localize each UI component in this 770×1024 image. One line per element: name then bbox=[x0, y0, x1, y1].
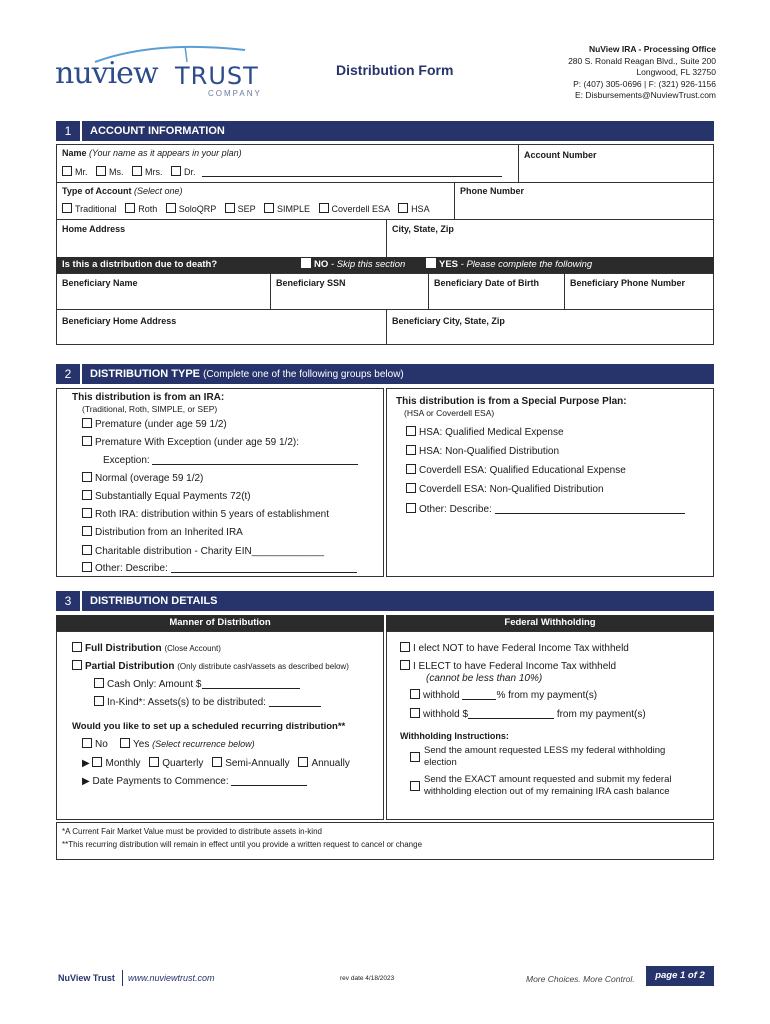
premature-exception-option[interactable]: Premature With Exception (under age 59 1/2): bbox=[82, 436, 299, 448]
hsa-checkbox[interactable] bbox=[398, 203, 408, 213]
beneficiary-phone-label: Beneficiary Phone Number bbox=[570, 278, 686, 288]
instruction-less-option[interactable]: Send the amount requested LESS my federal withholding election bbox=[410, 745, 665, 769]
city-state-zip-label: City, State, Zip bbox=[392, 224, 454, 234]
office-email: E: Disbursements@NuviewTrust.com bbox=[574, 90, 716, 100]
withhold-elect-option[interactable]: I ELECT to have Federal Income Tax withheld bbox=[400, 660, 616, 672]
note-recurring: **This recurring distribution will remain in effect until you provide a written request to cancel or change bbox=[62, 840, 423, 849]
logo-trust: TRUST bbox=[175, 62, 259, 90]
charitable-option[interactable]: Charitable distribution - Charity EIN_____________ bbox=[82, 545, 324, 557]
traditional-checkbox[interactable] bbox=[62, 203, 72, 213]
sep-checkbox[interactable] bbox=[225, 203, 235, 213]
date-commence-field[interactable]: ▶ Date Payments to Commence: bbox=[82, 776, 307, 787]
quarterly-option[interactable]: Quarterly bbox=[149, 758, 203, 769]
coverdell-nonqualified-option[interactable]: Coverdell ESA: Non-Qualified Distribution bbox=[406, 483, 604, 495]
normal-option[interactable]: Normal (overage 59 1/2) bbox=[82, 472, 203, 484]
ira-heading: This distribution is from an IRA: bbox=[72, 392, 225, 403]
office-phone: P: (407) 305-0696 | F: (321) 926-1156 bbox=[573, 78, 716, 89]
withhold-percent-option[interactable]: withhold % from my payment(s) bbox=[410, 689, 597, 701]
arrow-right-icon: ▶ bbox=[82, 776, 90, 787]
inherited-option[interactable]: Distribution from an Inherited IRA bbox=[82, 526, 243, 538]
special-heading: This distribution is from a Special Purpose Plan: bbox=[396, 396, 627, 407]
mr-checkbox[interactable] bbox=[62, 166, 72, 176]
full-distribution-option[interactable]: Full Distribution (Close Account) bbox=[72, 642, 221, 654]
section2-title: DISTRIBUTION TYPE (Complete one of the following groups below) bbox=[82, 364, 714, 384]
office-address1: 280 S. Ronald Reagan Blvd., Suite 200 bbox=[568, 55, 716, 66]
beneficiary-city-label: Beneficiary City, State, Zip bbox=[392, 316, 505, 326]
section2-number: 2 bbox=[56, 364, 80, 384]
manner-heading: Manner of Distribution bbox=[56, 615, 384, 631]
recurring-no-option[interactable]: No bbox=[82, 738, 108, 750]
page-indicator: page 1 of 2 bbox=[646, 966, 714, 986]
recurring-question: Would you like to set up a scheduled recurring distribution** bbox=[72, 721, 346, 732]
annually-option[interactable]: Annually bbox=[298, 758, 349, 769]
ira-other-option[interactable]: Other: Describe: bbox=[82, 562, 357, 574]
simple-checkbox[interactable] bbox=[264, 203, 274, 213]
partial-distribution-option[interactable]: Partial Distribution (Only distribute cash/assets as described below) bbox=[72, 660, 349, 672]
footer-company: NuView Trust bbox=[58, 973, 115, 983]
withhold-not-option[interactable]: I elect NOT to have Federal Income Tax withheld bbox=[400, 642, 629, 654]
hsa-qualified-option[interactable]: HSA: Qualified Medical Expense bbox=[406, 426, 564, 438]
arrow-right-icon: ▶ bbox=[82, 758, 90, 769]
withhold-amount-option[interactable]: withhold $ from my payment(s) bbox=[410, 708, 646, 720]
section1-title: ACCOUNT INFORMATION bbox=[82, 121, 714, 141]
logo-company: COMPANY bbox=[208, 89, 262, 98]
coverdell-checkbox[interactable] bbox=[319, 203, 329, 213]
footer-website[interactable]: www.nuviewtrust.com bbox=[128, 973, 215, 983]
death-question-band bbox=[56, 257, 714, 273]
soloqrp-checkbox[interactable] bbox=[166, 203, 176, 213]
withhold-minimum: (cannot be less than 10%) bbox=[426, 673, 543, 684]
logo-main: nuview bbox=[55, 56, 158, 91]
dr-checkbox[interactable] bbox=[171, 166, 181, 176]
footer-tagline: More Choices. More Control. bbox=[526, 974, 635, 984]
death-no-option[interactable]: NO - Skip this section bbox=[301, 257, 405, 273]
account-number-label: Account Number bbox=[524, 150, 597, 160]
ira-subheading: (Traditional, Roth, SIMPLE, or SEP) bbox=[82, 404, 218, 414]
home-address-label: Home Address bbox=[62, 224, 126, 234]
beneficiary-ssn-label: Beneficiary SSN bbox=[276, 278, 346, 288]
coverdell-qualified-option[interactable]: Coverdell ESA: Qualified Educational Expense bbox=[406, 464, 626, 476]
hsa-nonqualified-option[interactable]: HSA: Non-Qualified Distribution bbox=[406, 445, 559, 457]
section1-number: 1 bbox=[56, 121, 80, 141]
death-question: Is this a distribution due to death? bbox=[62, 259, 218, 270]
footer-rev-date: rev date 4/18/2023 bbox=[340, 975, 395, 982]
instruction-exact-option[interactable]: Send the EXACT amount requested and submit my federal withholding election out of my remaining IRA cash balance bbox=[410, 774, 672, 798]
type-label: Type of Account (Select one) bbox=[62, 186, 183, 196]
name-label: Name (Your name as it appears in your plan) bbox=[62, 148, 242, 158]
account-type-row: Traditional Roth SoloQRP SEP SIMPLE Coverdell ESA HSA bbox=[62, 203, 430, 214]
beneficiary-address-label: Beneficiary Home Address bbox=[62, 316, 177, 326]
note-fair-market: *A Current Fair Market Value must be provided to distribute assets in-kind bbox=[62, 827, 322, 836]
roth-five-year-option[interactable]: Roth IRA: distribution within 5 years of establishment bbox=[82, 508, 329, 520]
section3-number: 3 bbox=[56, 591, 80, 611]
logo bbox=[55, 42, 265, 104]
office-address2: Longwood, FL 32750 bbox=[636, 67, 716, 77]
monthly-option[interactable]: Monthly bbox=[92, 758, 140, 769]
office-info bbox=[568, 44, 716, 102]
recurring-yes-option[interactable]: Yes (Select recurrence below) bbox=[120, 738, 255, 750]
beneficiary-dob-label: Beneficiary Date of Birth bbox=[434, 278, 540, 288]
substantially-equal-option[interactable]: Substantially Equal Payments 72(t) bbox=[82, 490, 251, 502]
exception-field[interactable]: Exception: bbox=[103, 455, 358, 466]
ms-checkbox[interactable] bbox=[96, 166, 106, 176]
federal-heading: Federal Withholding bbox=[386, 615, 714, 631]
mrs-checkbox[interactable] bbox=[132, 166, 142, 176]
special-subheading: (HSA or Coverdell ESA) bbox=[404, 408, 495, 418]
beneficiary-name-label: Beneficiary Name bbox=[62, 278, 138, 288]
in-kind-option[interactable]: In-Kind*: Assets(s) to be distributed: bbox=[94, 696, 321, 708]
premature-option[interactable]: Premature (under age 59 1/2) bbox=[82, 418, 227, 430]
form-title: Distribution Form bbox=[336, 62, 454, 78]
cash-only-option[interactable]: Cash Only: Amount $ bbox=[94, 678, 300, 690]
instructions-heading: Withholding Instructions: bbox=[400, 731, 509, 741]
death-yes-option[interactable]: YES - Please complete the following bbox=[426, 257, 592, 273]
roth-checkbox[interactable] bbox=[125, 203, 135, 213]
frequency-row bbox=[82, 757, 350, 769]
semi-annually-option[interactable]: Semi-Annually bbox=[212, 758, 289, 769]
name-field[interactable] bbox=[202, 167, 502, 177]
section3-title: DISTRIBUTION DETAILS bbox=[82, 591, 714, 611]
salutation-row: Mr. Ms. Mrs. Dr. bbox=[62, 166, 502, 177]
phone-label: Phone Number bbox=[460, 186, 525, 196]
office-name: NuView IRA - Processing Office bbox=[588, 44, 716, 54]
special-other-option[interactable]: Other: Describe: bbox=[406, 503, 685, 515]
